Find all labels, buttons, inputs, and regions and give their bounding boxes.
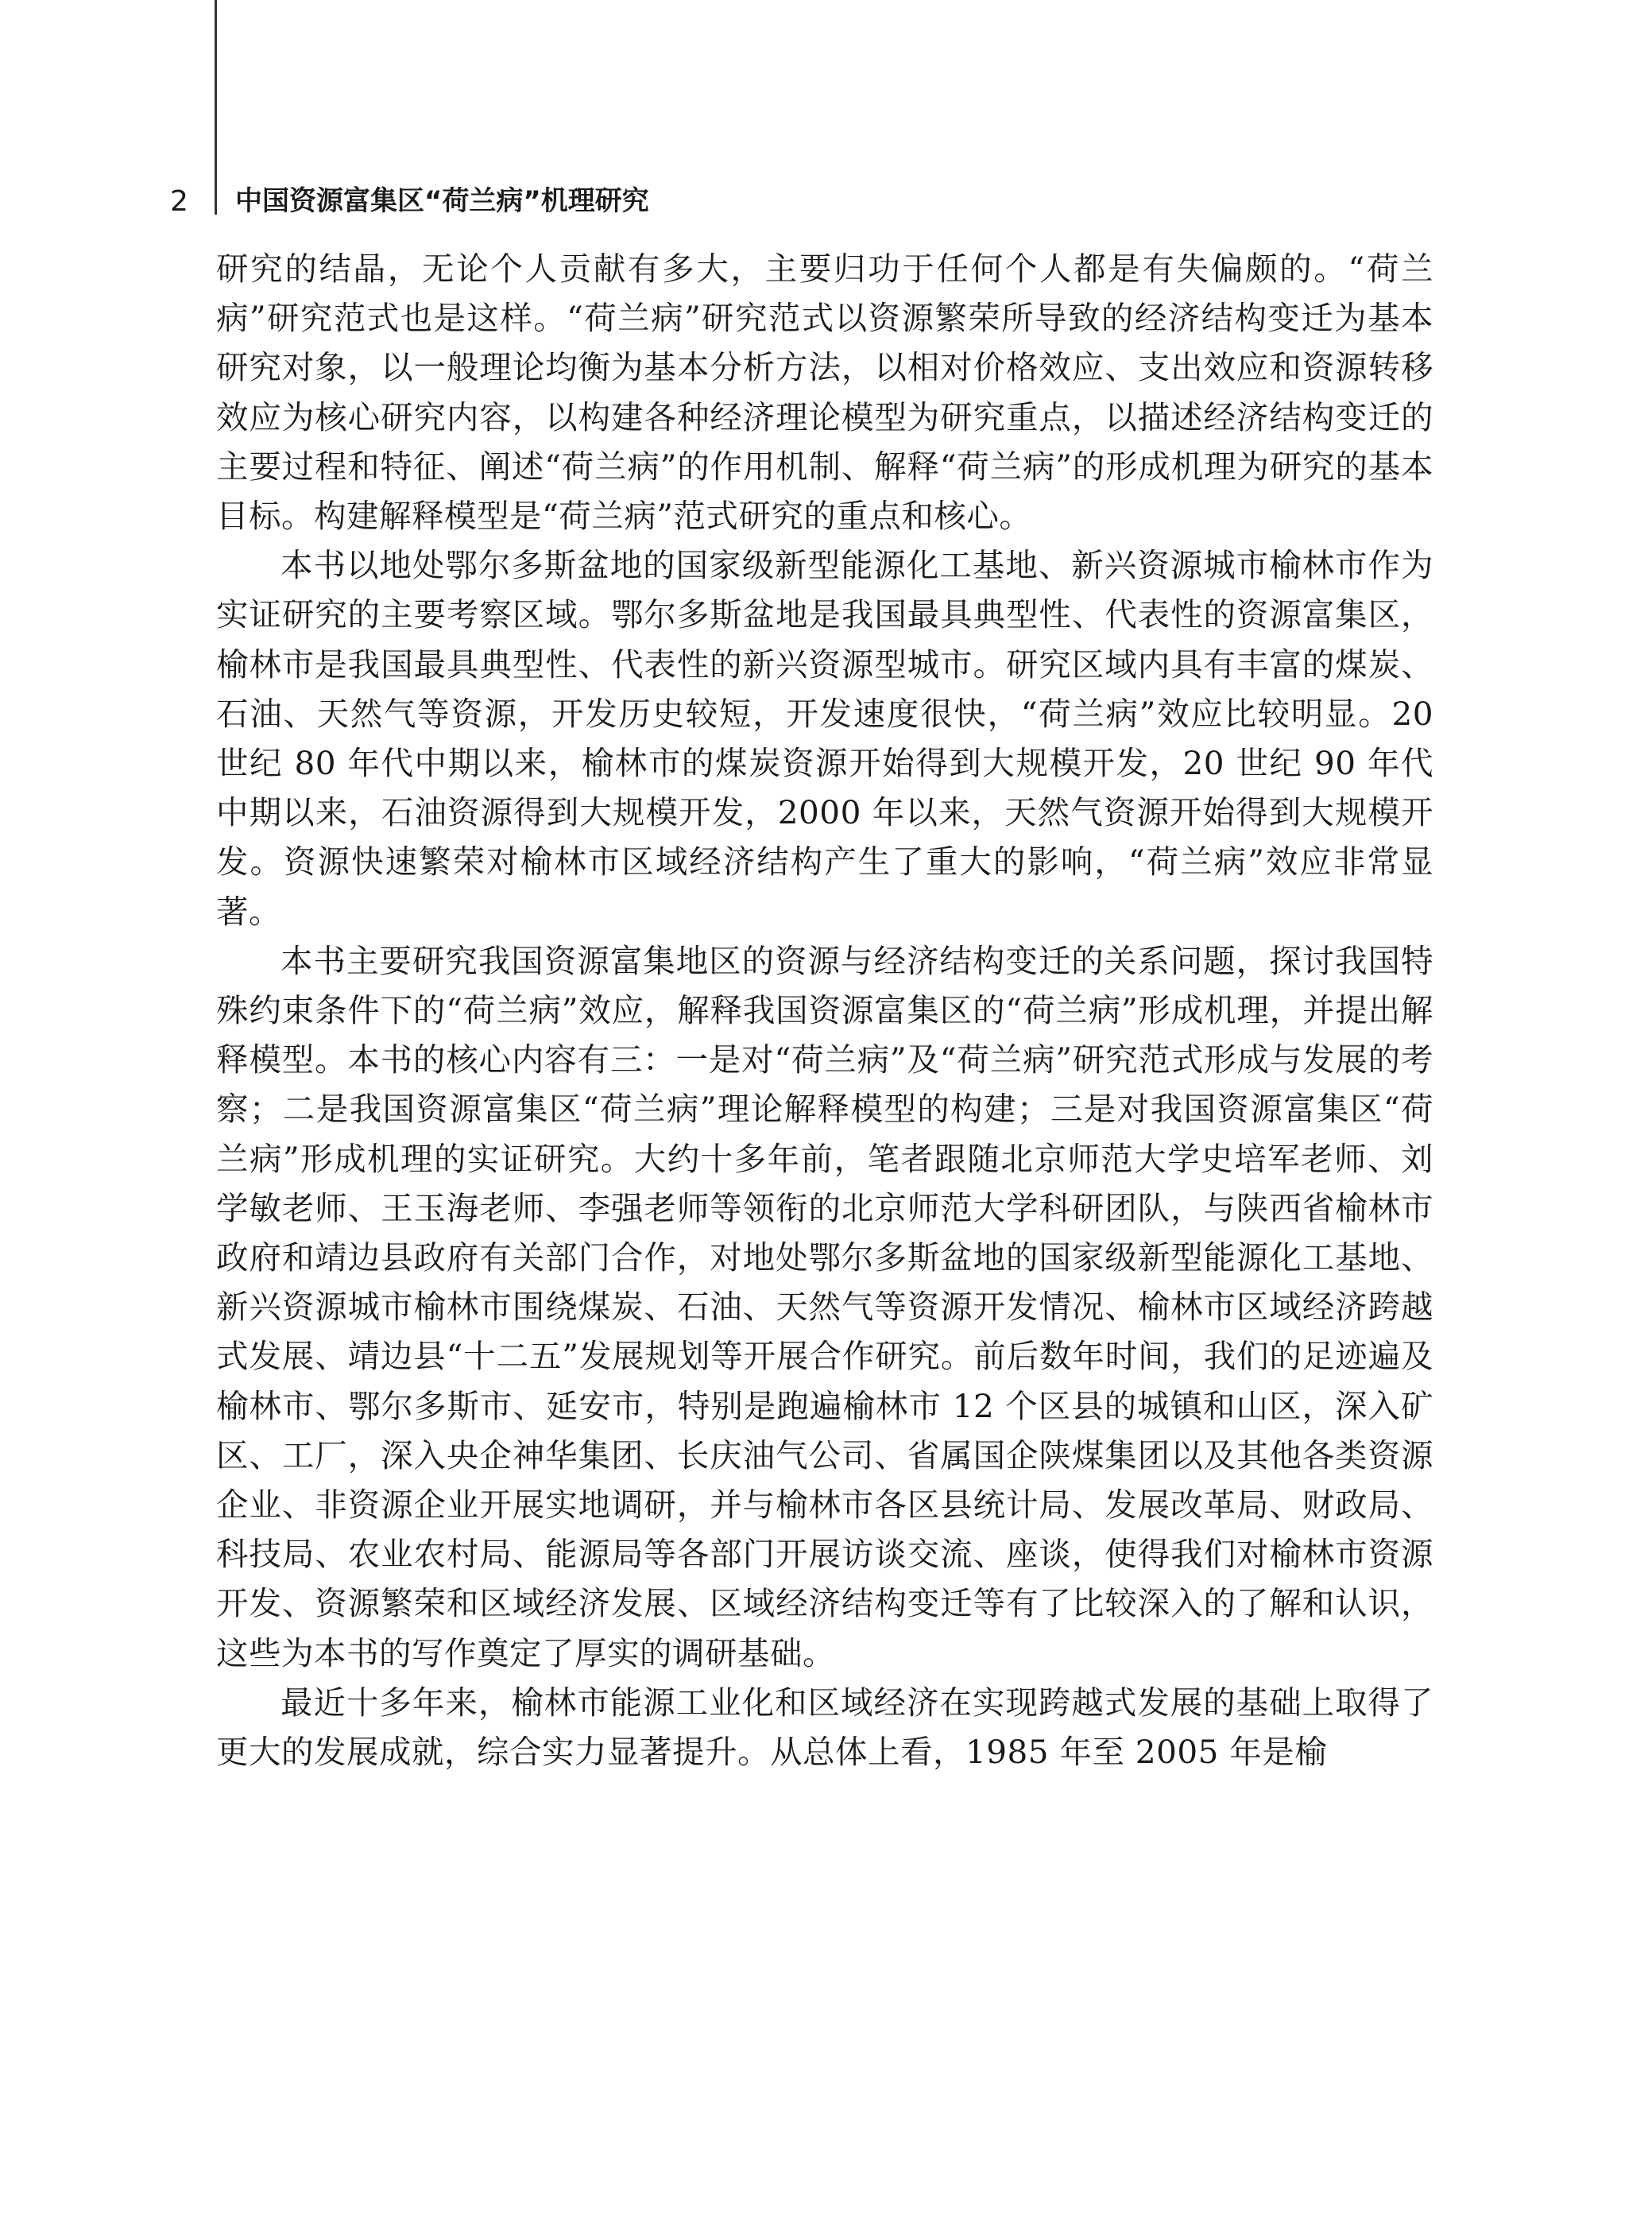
body-text [216,244,1433,1776]
paragraph-recent-development: 最近十多年来，榆林市能源工业化和区域经济在实现跨越式发展的基础上取得了更大的发展成就，综合实力显著提升。从总体上看，1985 年至 2005 年是榆 [216,1683,1433,1772]
page-number: 2 [170,185,188,218]
header-vertical-rule [215,0,217,215]
paragraph-research-content: 本书主要研究我国资源富集地区的资源与经济结构变迁的关系问题，探讨我国特殊约束条件下的“荷兰病”效应，解释我国资源富集区的“荷兰病”形成机理，并提出解释模型。本书的核心内容有三：一是对“荷兰病”及“荷兰病”研究范式形成与发展的考察；二是我国资源富集区“荷兰病”理论解释模型的构建；三是对我国资源富集区“荷兰病”形成机理的实证研究。大约十多年前，笔者跟随北京师范大学史培军老师、刘学敏老师、王玉海老师、李强老师等领衔的北京师范大学科研团队，与陕西省榆林市政府和靖边县政府有关部门合作，对地处鄂尔多斯盆地的国家级新型能源化工基地、新兴资源城市榆林市围绕煤炭、石油、天然气等资源开发情况、榆林市区域经济跨越式发展、靖边县“十二五”发展规划等开展合作研究。前后数年时间，我们的足迹遍及榆林市、鄂尔多斯市、延安市，特别是跑遍榆林市 12 个区县的城镇和山区，深入矿区、工厂，深入央企神华集团、长庆油气公司、省属国企陕煤集团以及其他各类资源企业、非资源企业开展实地调研，并与榆林市各区县统计局、发展改革局、财政局、科技局、农业农村局、能源局等各部门开展访谈交流、座谈，使得我们对榆林市资源开发、资源繁荣和区域经济发展、区域经济结构变迁等有了比较深入的了解和认识，这些为本书的写作奠定了厚实的调研基础。 [216,941,1433,1672]
running-head-title: 中国资源富集区“荷兰病”机理研究 [235,185,649,217]
paragraph-continuation: 研究的结晶，无论个人贡献有多大，主要归功于任何个人都是有失偏颇的。“荷兰病”研究范式也是这样。“荷兰病”研究范式以资源繁荣所导致的经济结构变迁为基本研究对象，以一般理论均衡为基本分析方法，以相对价格效应、支出效应和资源转移效应为核心研究内容，以构建各种经济理论模型为研究重点，以描述经济结构变迁的主要过程和特征、阐述“荷兰病”的作用机制、解释“荷兰病”的形成机理为研究的基本目标。构建解释模型是“荷兰病”范式研究的重点和核心。 [216,250,1433,536]
paragraph-study-area: 本书以地处鄂尔多斯盆地的国家级新型能源化工基地、新兴资源城市榆林市作为实证研究的主要考察区域。鄂尔多斯盆地是我国最具典型性、代表性的资源富集区，榆林市是我国最具典型性、代表性的新兴资源型城市。研究区域内具有丰富的煤炭、石油、天然气等资源，开发历史较短，开发速度很快，“荷兰病”效应比较明显。20 世纪 80 年代中期以来，榆林市的煤炭资源开始得到大规模开发，20 世纪 90 年代中期以来，石油资源得到大规模开发，2000 年以来，天然气资源开始得到大规模开发。资源快速繁荣对榆林市区域经济结构产生了重大的影响，“荷兰病”效应非常显著。 [216,546,1433,931]
